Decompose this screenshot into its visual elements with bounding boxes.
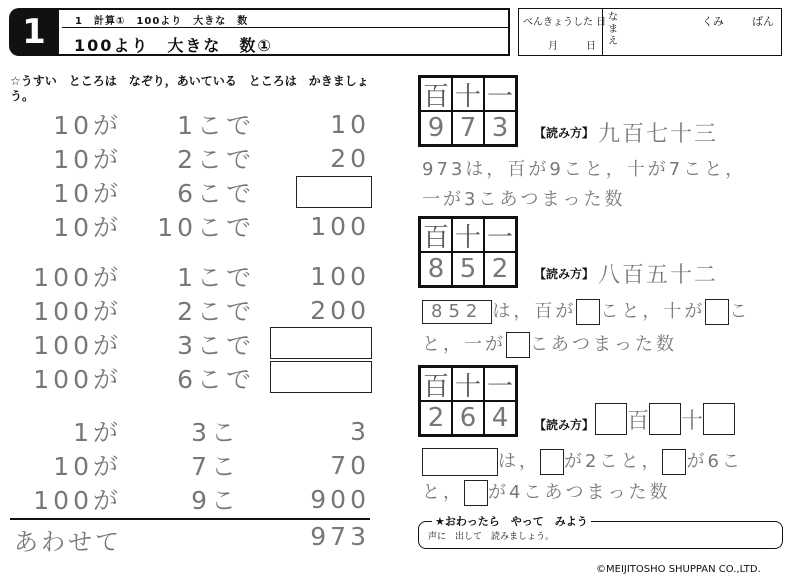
hundreds-header: 百 [420,77,452,111]
row-left: 10が [53,111,122,140]
row-middle: 3こで [177,331,255,360]
explanation-line: 一が3こあつまった数 [422,189,626,210]
answer-box[interactable] [576,299,600,325]
row-answer: 900 [310,484,370,514]
fill-text: と，一が [422,334,506,355]
ones-header: 一 [484,218,516,252]
unit-number: 1 [9,8,59,56]
reading-fill [595,403,735,435]
day-label: 日 [586,41,596,52]
digit-cell: 4 [484,401,516,435]
row-middle: 6こで [177,365,255,394]
digit-cell: 8 [420,252,452,286]
reading-kanji: 百 [627,408,650,434]
row-left: 10が [53,213,122,242]
row-left: 100が [33,331,122,360]
row-middle: 3こ [191,418,240,447]
row-middle: 7こ [191,452,240,481]
fill-text: は，百が [492,301,577,322]
tens-row [10,141,380,175]
place-value-table [418,75,518,147]
sum-row [10,482,380,516]
answer-box[interactable] [662,449,686,475]
reading-value: 九百七十三 [598,122,719,147]
sum-row [10,414,380,448]
row-left: 100が [33,365,122,394]
answer-box[interactable] [540,449,564,475]
hundreds-row [10,361,380,395]
number-box: 852 [422,300,492,324]
page-subtitle: 1 計算① 100より 大きな 数 [75,16,249,27]
hundreds-row [10,293,380,327]
row-middle: 2こで [177,145,255,174]
place-value-table [418,365,518,437]
row-left: 100が [33,486,122,515]
total-row [10,520,380,554]
row-answer: 100 [310,261,370,291]
answer-box[interactable] [705,299,729,325]
hundreds-row [10,327,380,361]
month-label: 月 [548,41,558,52]
tens-header: 十 [452,218,484,252]
row-left: 100が [33,297,122,326]
answer-box[interactable] [649,403,681,435]
row-answer: 3 [350,416,370,446]
study-date-label: べんきょうした 日 [523,17,607,28]
instructions: ☆うすい ところは なぞり，あいている ところは かきましょう。 [10,74,369,103]
answer-box[interactable] [270,327,372,359]
kumi-label: くみ [702,15,724,28]
tens-header: 十 [452,367,484,401]
digit-cell: 7 [452,111,484,145]
row-answer: 100 [310,211,370,241]
sum-section [10,414,380,516]
fill-text: は， [498,451,540,472]
digit-cell: 6 [452,401,484,435]
answer-box[interactable] [595,403,627,435]
fill-line [422,297,750,325]
row-left: 100が [33,263,122,292]
row-answer: 70 [330,450,370,480]
ban-label: ばん [752,15,774,28]
row-middle: 9こ [191,486,240,515]
fill-line [422,330,677,358]
fill-text: が6こ [686,451,743,472]
reading-label: 【読み方】 [534,126,595,140]
hundreds-header: 百 [420,218,452,252]
row-answer: 10 [330,109,370,139]
digit-cell: 5 [452,252,484,286]
title-divider [62,27,508,28]
reading-label: 【読み方】 [534,267,595,281]
row-middle: 6こで [177,179,255,208]
digit-cell: 2 [484,252,516,286]
hundreds-header: 百 [420,367,452,401]
hundreds-row [10,259,380,293]
answer-box[interactable] [703,403,735,435]
bonus-instruction: 声に 出して 読みましょう。 [428,532,555,542]
answer-box[interactable] [464,480,488,506]
place-value-table [418,216,518,288]
reading-label: 【読み方】 [534,418,595,432]
row-left: 10が [53,452,122,481]
fill-line [422,447,743,476]
row-middle: 1こで [177,263,255,292]
fill-text: と， [422,482,464,503]
total-value: 973 [310,522,370,551]
fill-text: こあつまった数 [530,334,677,355]
row-middle: 1こで [177,111,255,140]
tens-row [10,107,380,141]
answer-box[interactable] [270,361,372,393]
tens-row [10,209,380,243]
bonus-title: ★おわったら やって みよう [432,513,591,529]
page-title: 100より 大きな 数① [74,36,273,55]
tens-header: 十 [452,77,484,111]
tens-section [10,107,380,243]
row-answer: 20 [330,143,370,173]
hundreds-section [10,259,380,395]
digit-cell: 2 [420,401,452,435]
answer-box[interactable] [296,176,372,208]
fill-line [422,478,670,506]
row-answer: 200 [310,295,370,325]
reading-kanji: 十 [681,408,704,434]
digit-cell: 9 [420,111,452,145]
fill-text: が4こあつまった数 [488,482,671,503]
reading-value: 八百五十二 [598,263,719,288]
digit-cell: 3 [484,111,516,145]
fill-text: こと，十が [600,301,706,322]
answer-box[interactable] [422,448,498,476]
fill-text: こ [729,301,751,322]
sum-row [10,448,380,482]
answer-box[interactable] [506,332,530,358]
row-left: 1が [73,418,122,447]
ones-header: 一 [484,77,516,111]
row-middle: 10こで [157,213,255,242]
ones-header: 一 [484,367,516,401]
total-label: あわせて [14,528,122,556]
name-label: なまえ [608,12,618,47]
row-left: 10が [53,179,122,208]
fill-text: が2こと， [564,451,663,472]
tens-row [10,175,380,209]
row-middle: 2こで [177,297,255,326]
copyright: ©MEIJITOSHO SHUPPAN CO.,LTD. [596,564,761,575]
row-left: 10が [53,145,122,174]
explanation-line: 973は，百が9こと，十が7こと， [422,159,747,180]
